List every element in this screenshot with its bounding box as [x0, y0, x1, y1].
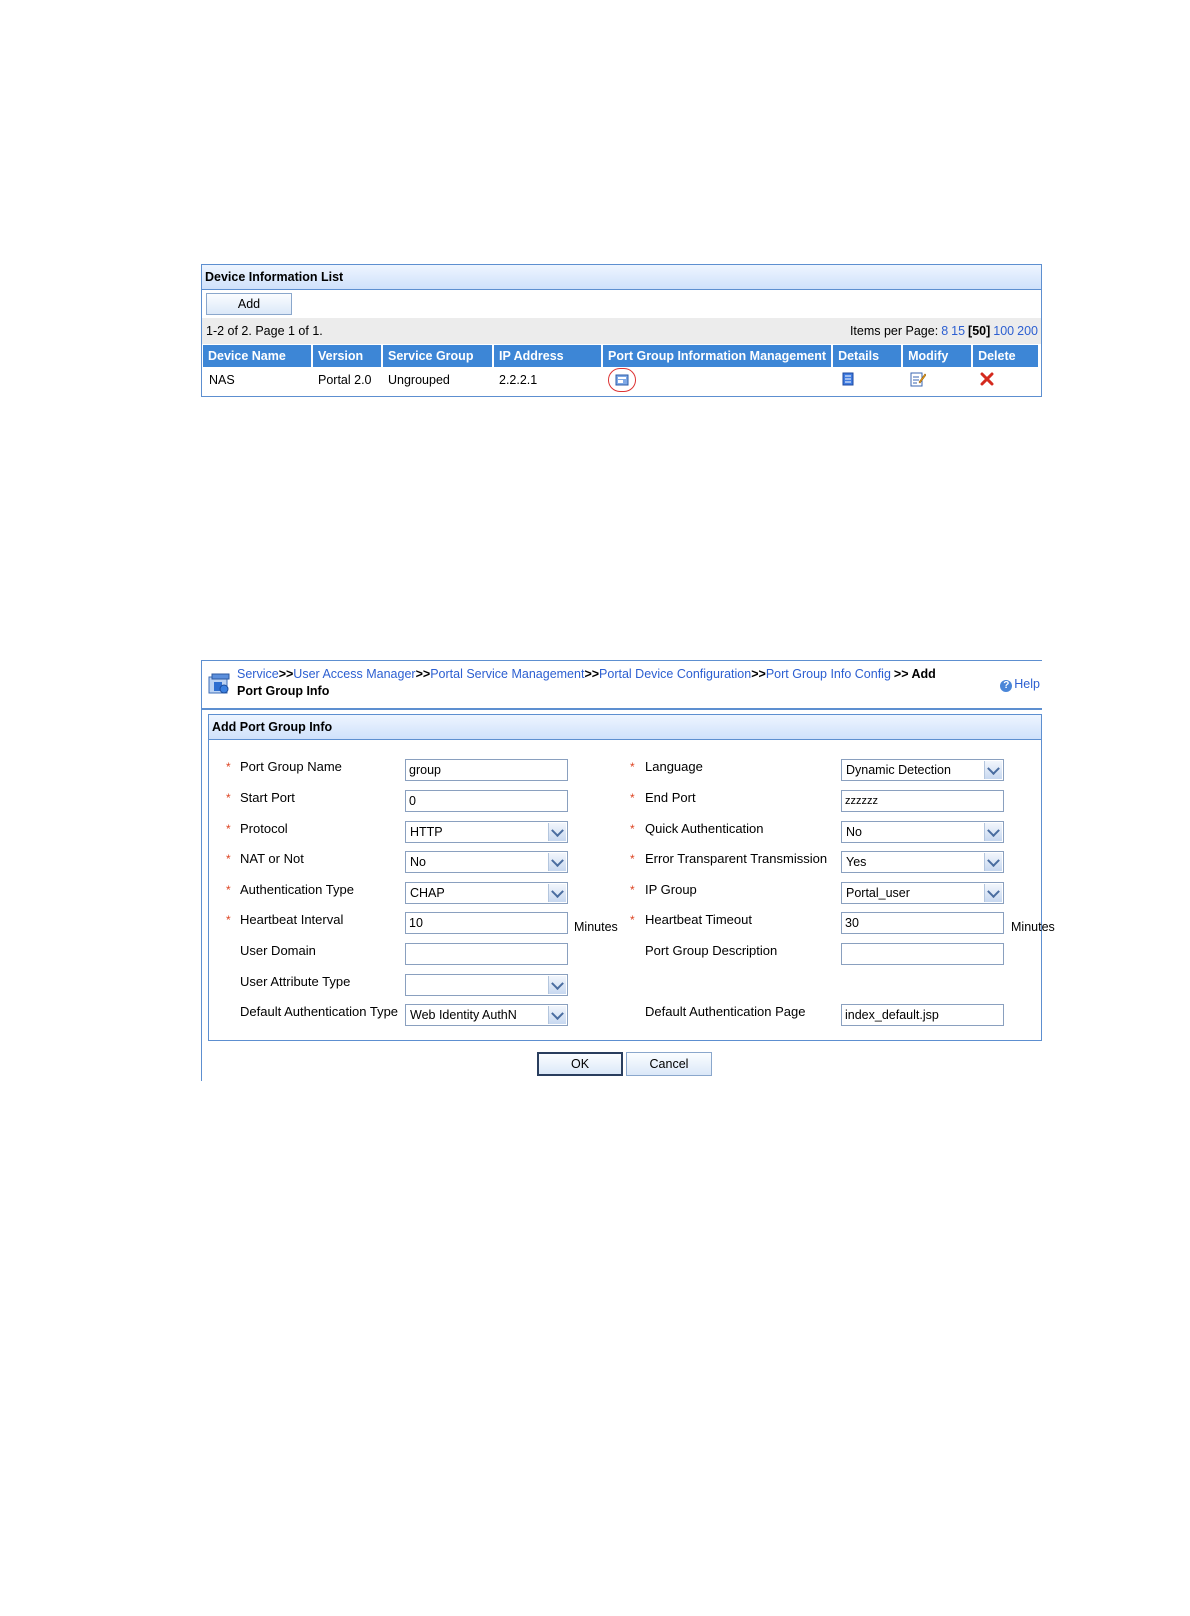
nat-value: No — [410, 855, 426, 869]
heartbeat-timeout-unit: Minutes — [1011, 920, 1055, 934]
col-version[interactable]: Version — [312, 345, 382, 367]
cell-device-name: NAS — [209, 373, 235, 387]
default-authentication-page-label: Default Authentication Page — [645, 1004, 806, 1019]
port-group-name-input[interactable]: group — [405, 759, 568, 781]
required-mark: * — [630, 760, 635, 774]
items-per-page-label: Items per Page: — [849, 324, 939, 338]
chevron-down-icon — [984, 823, 1002, 841]
heartbeat-timeout-input[interactable]: 30 — [841, 912, 1004, 934]
breadcrumb-user-access-manager[interactable]: User Access Manager — [293, 667, 416, 681]
required-mark: * — [226, 883, 231, 897]
user-domain-label: User Domain — [240, 943, 316, 958]
required-mark: * — [630, 791, 635, 805]
breadcrumb — [206, 667, 1042, 707]
details-icon[interactable] — [842, 372, 854, 389]
col-details: Details — [832, 345, 902, 367]
port-group-name-label: Port Group Name — [240, 759, 342, 774]
chevron-down-icon — [548, 1006, 566, 1024]
error-transparent-transmission-value: Yes — [846, 855, 867, 869]
record-count: 1-2 of 2. Page 1 of 1. — [206, 324, 323, 338]
nat-select[interactable] — [405, 851, 568, 873]
protocol-value: HTTP — [410, 825, 443, 839]
required-mark: * — [226, 760, 231, 774]
ip-group-label: IP Group — [645, 882, 697, 897]
user-domain-input[interactable] — [405, 943, 568, 965]
ip-group-value: Portal_user — [846, 886, 910, 900]
cell-version: Portal 2.0 — [318, 373, 372, 387]
heartbeat-interval-label: Heartbeat Interval — [240, 912, 344, 927]
required-mark: * — [630, 883, 635, 897]
default-authentication-type-label: Default Authentication Type — [240, 1004, 399, 1019]
page-size-100[interactable]: 100 — [993, 324, 1015, 338]
modify-icon[interactable] — [910, 371, 926, 390]
chevron-down-icon — [548, 976, 566, 994]
col-delete: Delete — [972, 345, 1039, 367]
breadcrumb-current-line2: Port Group Info — [237, 684, 330, 698]
required-mark: * — [226, 852, 231, 866]
chevron-down-icon — [548, 853, 566, 871]
breadcrumb-trail: Service>>User Access Manager>>Portal Service Management>>Portal Device Configuration>>Port Group Info Config >> Add — [237, 667, 936, 681]
cell-details — [832, 367, 902, 393]
heartbeat-interval-input[interactable]: 10 — [405, 912, 568, 934]
quick-authentication-label: Quick Authentication — [645, 821, 764, 836]
chevron-down-icon — [984, 761, 1002, 779]
required-mark: * — [630, 913, 635, 927]
help-link[interactable] — [1000, 677, 1040, 692]
page-size-50-current: [50] — [968, 324, 991, 338]
error-transparent-transmission-select[interactable] — [841, 851, 1004, 873]
port-group-description-label: Port Group Description — [645, 943, 778, 958]
col-service-group[interactable]: Service Group — [382, 345, 493, 367]
heartbeat-timeout-label: Heartbeat Timeout — [645, 912, 752, 927]
page-size-200[interactable]: 200 — [1017, 324, 1038, 338]
breadcrumb-current: >> Add — [893, 667, 936, 681]
chevron-down-icon — [984, 853, 1002, 871]
quick-authentication-select[interactable] — [841, 821, 1004, 843]
required-mark: * — [630, 852, 635, 866]
help-icon: ? — [1000, 680, 1012, 692]
delete-icon[interactable] — [980, 372, 994, 389]
ip-group-select[interactable] — [841, 882, 1004, 904]
col-device-name[interactable]: Device Name — [203, 345, 312, 367]
quick-authentication-value: No — [846, 825, 862, 839]
device-information-list-panel — [201, 264, 1042, 397]
heartbeat-interval-unit: Minutes — [574, 920, 618, 934]
help-label: Help — [1014, 677, 1040, 691]
breadcrumb-portal-device-configuration[interactable]: Portal Device Configuration — [599, 667, 752, 681]
required-mark: * — [226, 913, 231, 927]
language-label: Language — [645, 759, 703, 774]
user-attribute-type-label: User Attribute Type — [240, 974, 351, 989]
ok-button[interactable]: OK — [537, 1052, 623, 1076]
col-modify: Modify — [902, 345, 972, 367]
nat-label: NAT or Not — [240, 851, 304, 866]
start-port-input[interactable]: 0 — [405, 790, 568, 812]
chevron-down-icon — [984, 884, 1002, 902]
protocol-select[interactable] — [405, 821, 568, 843]
toolbar — [202, 290, 1041, 318]
cancel-button[interactable]: Cancel — [626, 1052, 712, 1076]
breadcrumb-portal-service-management[interactable]: Portal Service Management — [430, 667, 585, 681]
authentication-type-value: CHAP — [410, 886, 445, 900]
default-authentication-type-select[interactable] — [405, 1004, 568, 1026]
device-table — [203, 345, 1040, 393]
authentication-type-label: Authentication Type — [240, 882, 354, 897]
language-value: Dynamic Detection — [846, 763, 951, 777]
cell-service-group: Ungrouped — [388, 373, 450, 387]
cell-delete — [972, 367, 1039, 393]
chevron-down-icon — [548, 884, 566, 902]
authentication-type-select[interactable] — [405, 882, 568, 904]
port-group-description-input[interactable] — [841, 943, 1004, 965]
cell-ip-address: 2.2.2.1 — [499, 373, 538, 387]
pager — [202, 318, 1041, 344]
user-attribute-type-select[interactable] — [405, 974, 568, 996]
language-select[interactable] — [841, 759, 1004, 781]
table-header-row — [203, 345, 1039, 367]
start-port-label: Start Port — [240, 790, 295, 805]
port-group-config-icon[interactable] — [608, 368, 636, 392]
items-per-page — [850, 318, 1038, 344]
page-size-15[interactable]: 15 — [951, 324, 966, 338]
breadcrumb-service[interactable]: Service — [237, 667, 279, 681]
chevron-down-icon — [548, 823, 566, 841]
cell-port-group — [602, 367, 832, 393]
add-button[interactable]: Add — [206, 293, 292, 315]
col-ip-address[interactable]: IP Address — [493, 345, 602, 367]
default-authentication-page-input[interactable]: index_default.jsp — [841, 1004, 1004, 1026]
default-authentication-type-value: Web Identity AuthN — [410, 1008, 517, 1022]
col-port-group-info: Port Group Information Management — [602, 345, 832, 367]
required-mark: * — [226, 822, 231, 836]
protocol-label: Protocol — [240, 821, 288, 836]
end-port-input[interactable]: zzzzzz — [841, 790, 1004, 812]
end-port-label: End Port — [645, 790, 696, 805]
page-icon — [206, 671, 232, 700]
table-row — [203, 367, 1039, 393]
required-mark: * — [226, 791, 231, 805]
panel-title: Device Information List — [202, 265, 1041, 290]
cell-modify — [902, 367, 972, 393]
breadcrumb-port-group-info-config[interactable]: Port Group Info Config — [765, 667, 891, 681]
page-size-8[interactable]: 8 — [941, 324, 949, 338]
required-mark: * — [630, 822, 635, 836]
form-title: Add Port Group Info — [209, 715, 1041, 740]
error-transparent-transmission-label: Error Transparent Transmission — [645, 851, 828, 866]
